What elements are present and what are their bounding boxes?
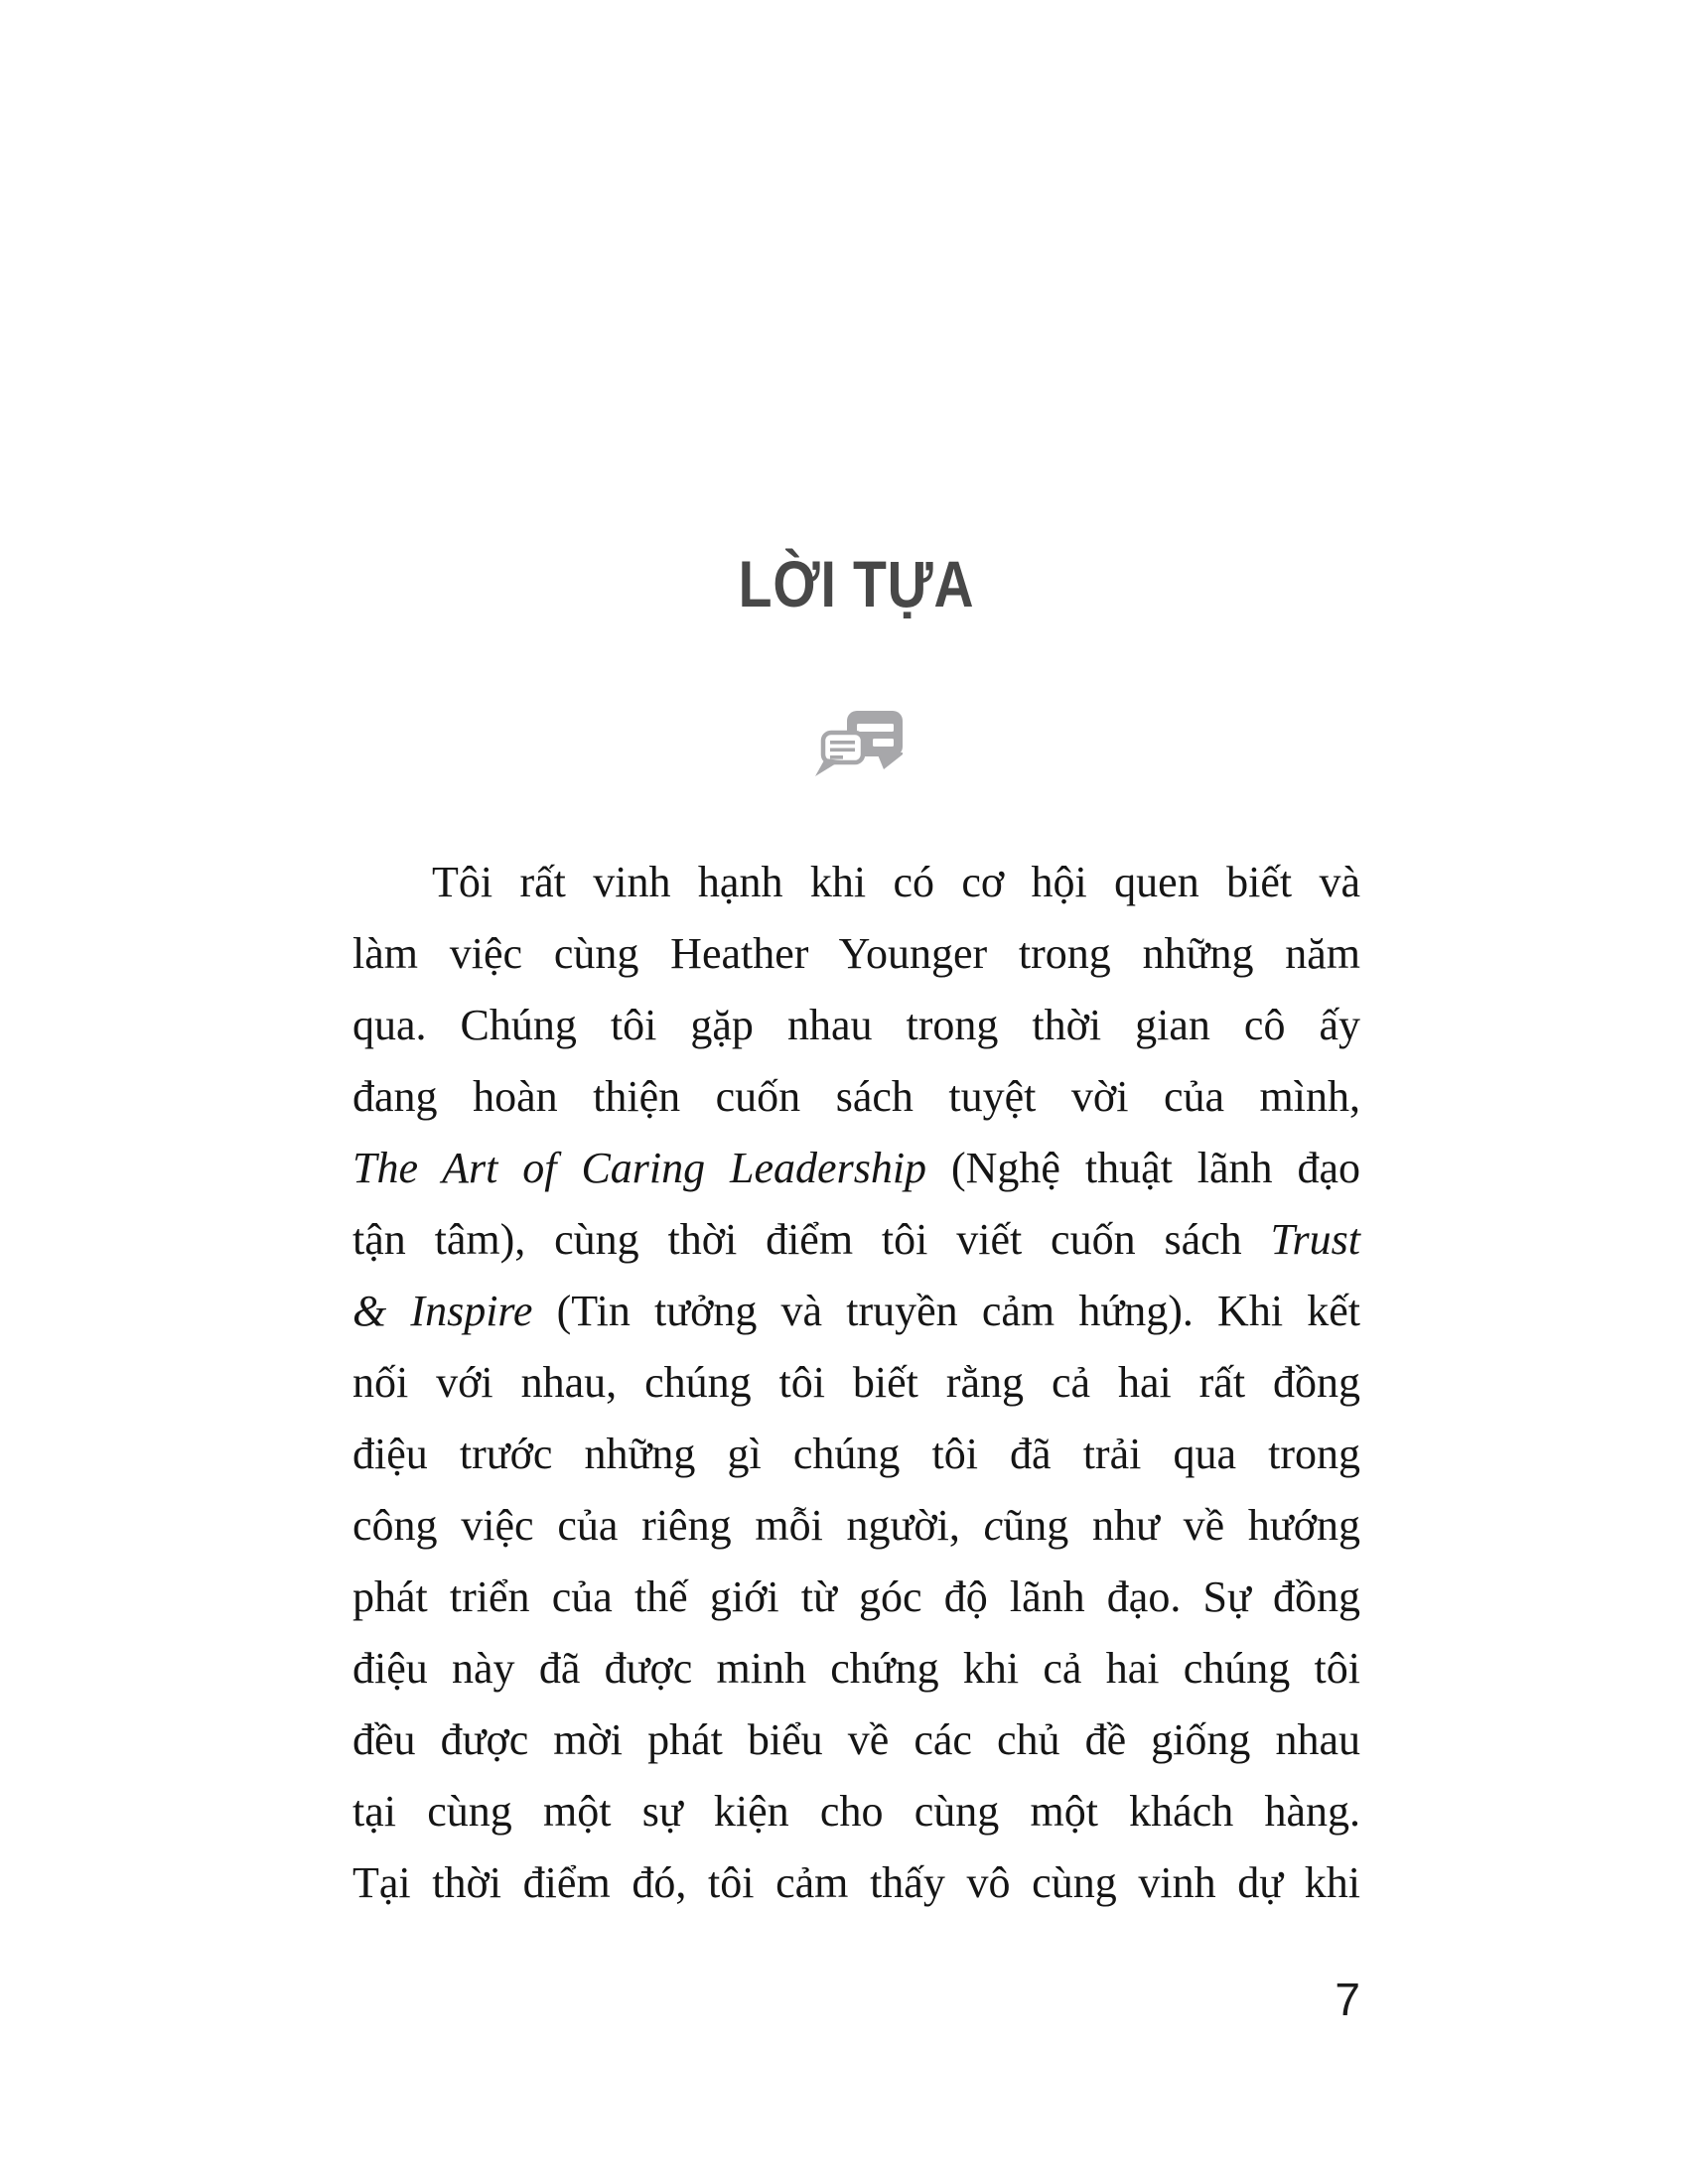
body-segment: đều được mời phát biểu về các chủ đề giống nhau [352, 1715, 1360, 1764]
body-segment: làm việc cùng Heather Younger trong những năm [352, 929, 1360, 978]
preface-paragraph [352, 847, 1360, 1919]
body-segment-italic: c [983, 1501, 1004, 1550]
body-line [352, 1347, 1360, 1419]
body-line [352, 1776, 1360, 1847]
body-segment: đang hoàn thiện cuốn sách tuyệt vời của mình, [352, 1072, 1360, 1121]
body-segment: phát triển của thế giới từ góc độ lãnh đạo. Sự đồng [352, 1572, 1360, 1621]
body-segment-italic: & Inspire [352, 1287, 533, 1335]
speech-bubbles-icon [807, 697, 907, 785]
body-line [352, 990, 1360, 1061]
body-line [352, 1705, 1360, 1776]
body-segment: qua. Chúng tôi gặp nhau trong thời gian cô ấy [352, 1001, 1360, 1049]
chapter-title: LỜI TỰA [738, 547, 975, 620]
body-line [352, 1133, 1360, 1204]
body-segment: tận tâm), cùng thời điểm tôi viết cuốn sách [352, 1215, 1271, 1264]
body-segment-italic: Trust [1270, 1215, 1360, 1264]
body-segment: Tôi rất vinh hạnh khi có cơ hội quen biết và [432, 858, 1360, 906]
body-line [352, 1204, 1360, 1276]
body-line [352, 1847, 1360, 1919]
body-segment: nối với nhau, chúng tôi biết rằng cả hai rất đồng [352, 1358, 1360, 1407]
body-line [352, 1490, 1360, 1562]
body-segment: ũng như về hướng [1003, 1501, 1360, 1550]
chapter-ornament-row [352, 697, 1360, 785]
body-segment-italic: The Art of Caring Leadership [352, 1144, 927, 1192]
body-line [352, 1419, 1360, 1490]
body-segment: (Nghệ thuật lãnh đạo [926, 1144, 1360, 1192]
body-line [352, 1633, 1360, 1705]
body-segment: điệu trước những gì chúng tôi đã trải qua trong [352, 1430, 1360, 1478]
body-line [352, 1562, 1360, 1633]
body-segment: (Tin tưởng và truyền cảm hứng). Khi kết [532, 1287, 1360, 1335]
page-number: 7 [1335, 1974, 1360, 2025]
body-line [352, 1061, 1360, 1133]
body-line [352, 918, 1360, 990]
body-segment: tại cùng một sự kiện cho cùng một khách hàng. [352, 1787, 1360, 1836]
body-segment: điệu này đã được minh chứng khi cả hai chúng tôi [352, 1644, 1360, 1693]
body-segment: Tại thời điểm đó, tôi cảm thấy vô cùng vinh dự khi [352, 1858, 1360, 1907]
body-segment: công việc của riêng mỗi người, [352, 1501, 984, 1550]
body-line [352, 847, 1360, 918]
body-line [352, 1276, 1360, 1347]
